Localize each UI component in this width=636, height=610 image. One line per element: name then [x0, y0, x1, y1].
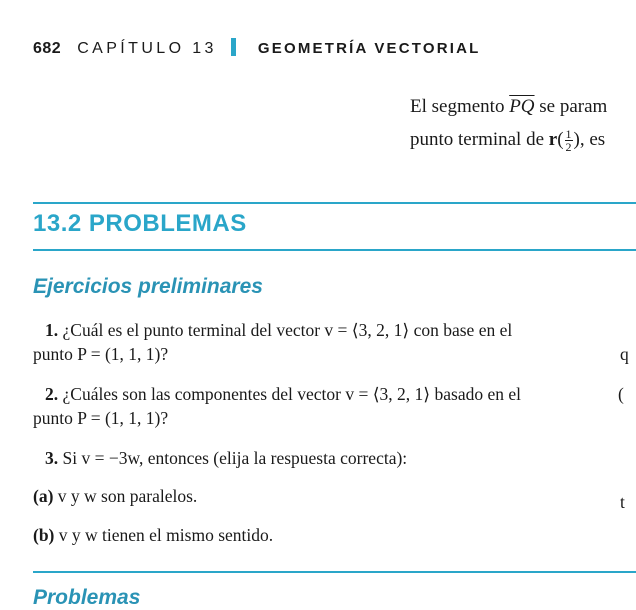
- problem-text: ¿Cuál es el punto terminal del vector v = ⟨3, 2, 1⟩ con base en el: [58, 320, 513, 340]
- intro-text: se param: [534, 96, 608, 117]
- problem-2-line-2: punto P = (1, 1, 1)?: [33, 408, 169, 428]
- intro-text: El segmento: [410, 96, 510, 117]
- fraction-denominator: 2: [565, 140, 572, 154]
- clipped-right-text: t: [620, 492, 625, 512]
- running-header: [33, 38, 481, 60]
- problem-text: ¿Cuáles son las componentes del vector v = ⟨3, 2, 1⟩ basado en el: [58, 384, 521, 404]
- option-label: (b): [33, 525, 55, 545]
- chapter-title: GEOMETRÍA VECTORIAL: [257, 40, 481, 57]
- problem-number: 2.: [45, 384, 59, 404]
- segment-pq: $\overline{PQ}$: [509, 96, 535, 117]
- clipped-right-text: (: [618, 384, 624, 404]
- next-heading: Problemas: [33, 586, 141, 609]
- option-text: v y w son paralelos.: [53, 486, 198, 506]
- problem-3-line: [45, 448, 407, 469]
- problem-text: Si v = −3w, entonces (elija la respuesta correcta):: [58, 448, 408, 468]
- section-title: 13.2 PROBLEMAS: [33, 210, 247, 237]
- section-rule-footer: [33, 571, 636, 573]
- clipped-right-text: q: [620, 344, 629, 364]
- vector-r: r: [548, 128, 558, 150]
- problem-number: 1.: [45, 320, 59, 340]
- subsection-title: Ejercicios preliminares: [33, 275, 263, 298]
- header-divider: [231, 38, 236, 56]
- problem-1-line-2: punto P = (1, 1, 1)?: [33, 344, 169, 364]
- section-rule-top: [33, 202, 636, 204]
- fraction-numerator: 1: [565, 127, 572, 141]
- option-a: [33, 486, 197, 507]
- intro-text: punto terminal de: [410, 128, 549, 150]
- chapter-label: CAPÍTULO 13: [77, 40, 217, 57]
- intro-text: ), es: [573, 128, 606, 150]
- option-text: v y w tienen el mismo sentido.: [54, 525, 274, 545]
- page-number: 682: [33, 40, 62, 57]
- fraction-one-half: [565, 128, 573, 153]
- section-rule-bottom: [33, 249, 636, 251]
- problem-number: 3.: [45, 448, 59, 468]
- problem-1-line-1: [45, 320, 512, 341]
- option-b: [33, 525, 273, 546]
- option-label: (a): [33, 486, 54, 506]
- problem-2-line-1: [45, 384, 521, 405]
- intro-line-1: [410, 96, 607, 118]
- intro-line-2: punto terminal de r( $\frac{1}{2}$ ), es: [410, 127, 606, 154]
